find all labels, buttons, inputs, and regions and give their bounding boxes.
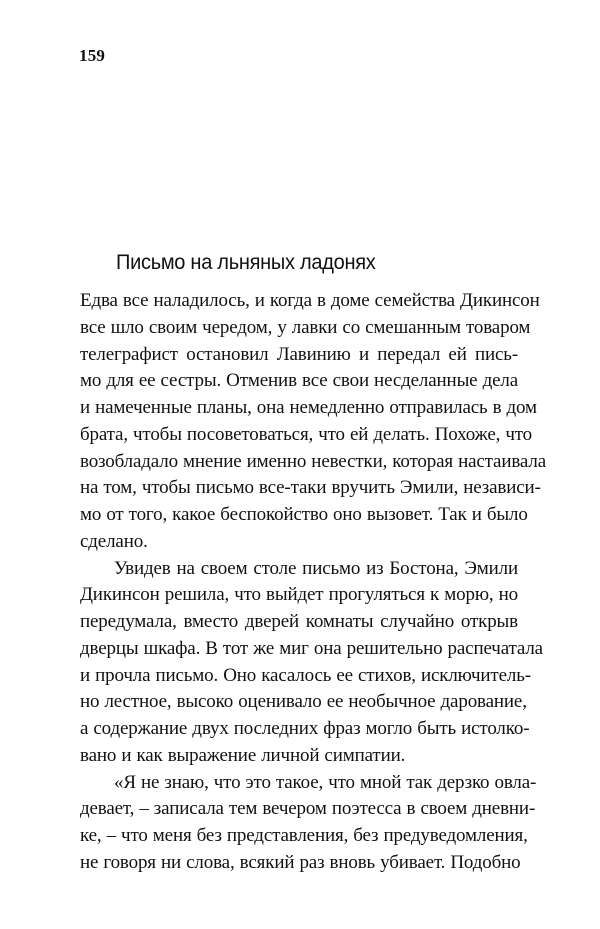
- text-line: Едва все наладилось, и когда в доме семейства Дикинсон: [80, 290, 540, 311]
- paragraph-1: [80, 288, 546, 556]
- text-line: а содержание двух последних фраз могло быть истолко-: [80, 718, 530, 739]
- page-number: 159: [79, 46, 106, 65]
- paragraph-3: [80, 770, 537, 877]
- text-line: девает, – записала тем вечером поэтесса в своем дневни-: [80, 798, 536, 820]
- text-line: и намеченные планы, она немедленно отправилась в дом: [80, 397, 537, 418]
- text-line: брата, чтобы посоветоваться, что ей делать. Похоже, что: [80, 423, 533, 445]
- text-line: на том, чтобы письмо все-таки вручить Эмили, независи-: [80, 477, 541, 499]
- text-line: возобладало мнение именно невестки, которая настаивала: [80, 450, 546, 472]
- text-line: ке, – что меня без представления, без предуведомления,: [80, 825, 528, 846]
- chapter-title: Письмо на льняных ладонях: [116, 250, 376, 274]
- text-line: телеграфист остановил Лавинию и передал ей пись-: [80, 343, 518, 365]
- text-line: мо для ее сестры. Отменив все свои несделанные дела: [80, 370, 518, 392]
- text-line: сделано.: [80, 530, 148, 552]
- paragraph-2: [80, 556, 543, 770]
- text-line: дверцы шкафа. В тот же миг она решительно распечатала: [80, 637, 543, 659]
- text-line: Дикинсон решила, что выйдет прогуляться к морю, но: [80, 584, 518, 606]
- text-line: не говоря ни слова, всякий раз вновь убивает. Подобно: [80, 851, 521, 873]
- text-line: и прочла письмо. Оно касалось ее стихов, исключитель-: [80, 664, 531, 686]
- text-line: мо от того, какое беспокойство оно вызовет. Так и было: [80, 504, 528, 525]
- text-line: передумала, вместо дверей комнаты случайно открыв: [80, 611, 518, 632]
- text-line: Увидев на своем столе письмо из Бостона, Эмили: [114, 557, 518, 579]
- text-line: «Я не знаю, что это такое, что мной так дерзко овла-: [114, 771, 537, 793]
- body-text: [80, 288, 546, 877]
- text-line: вано и как выражение личной симпатии.: [80, 744, 406, 766]
- text-line: но лестное, высоко оценивало ее необычное дарование,: [80, 691, 527, 713]
- text-line: все шло своим чередом, у лавки со смешанным товаром: [80, 316, 531, 338]
